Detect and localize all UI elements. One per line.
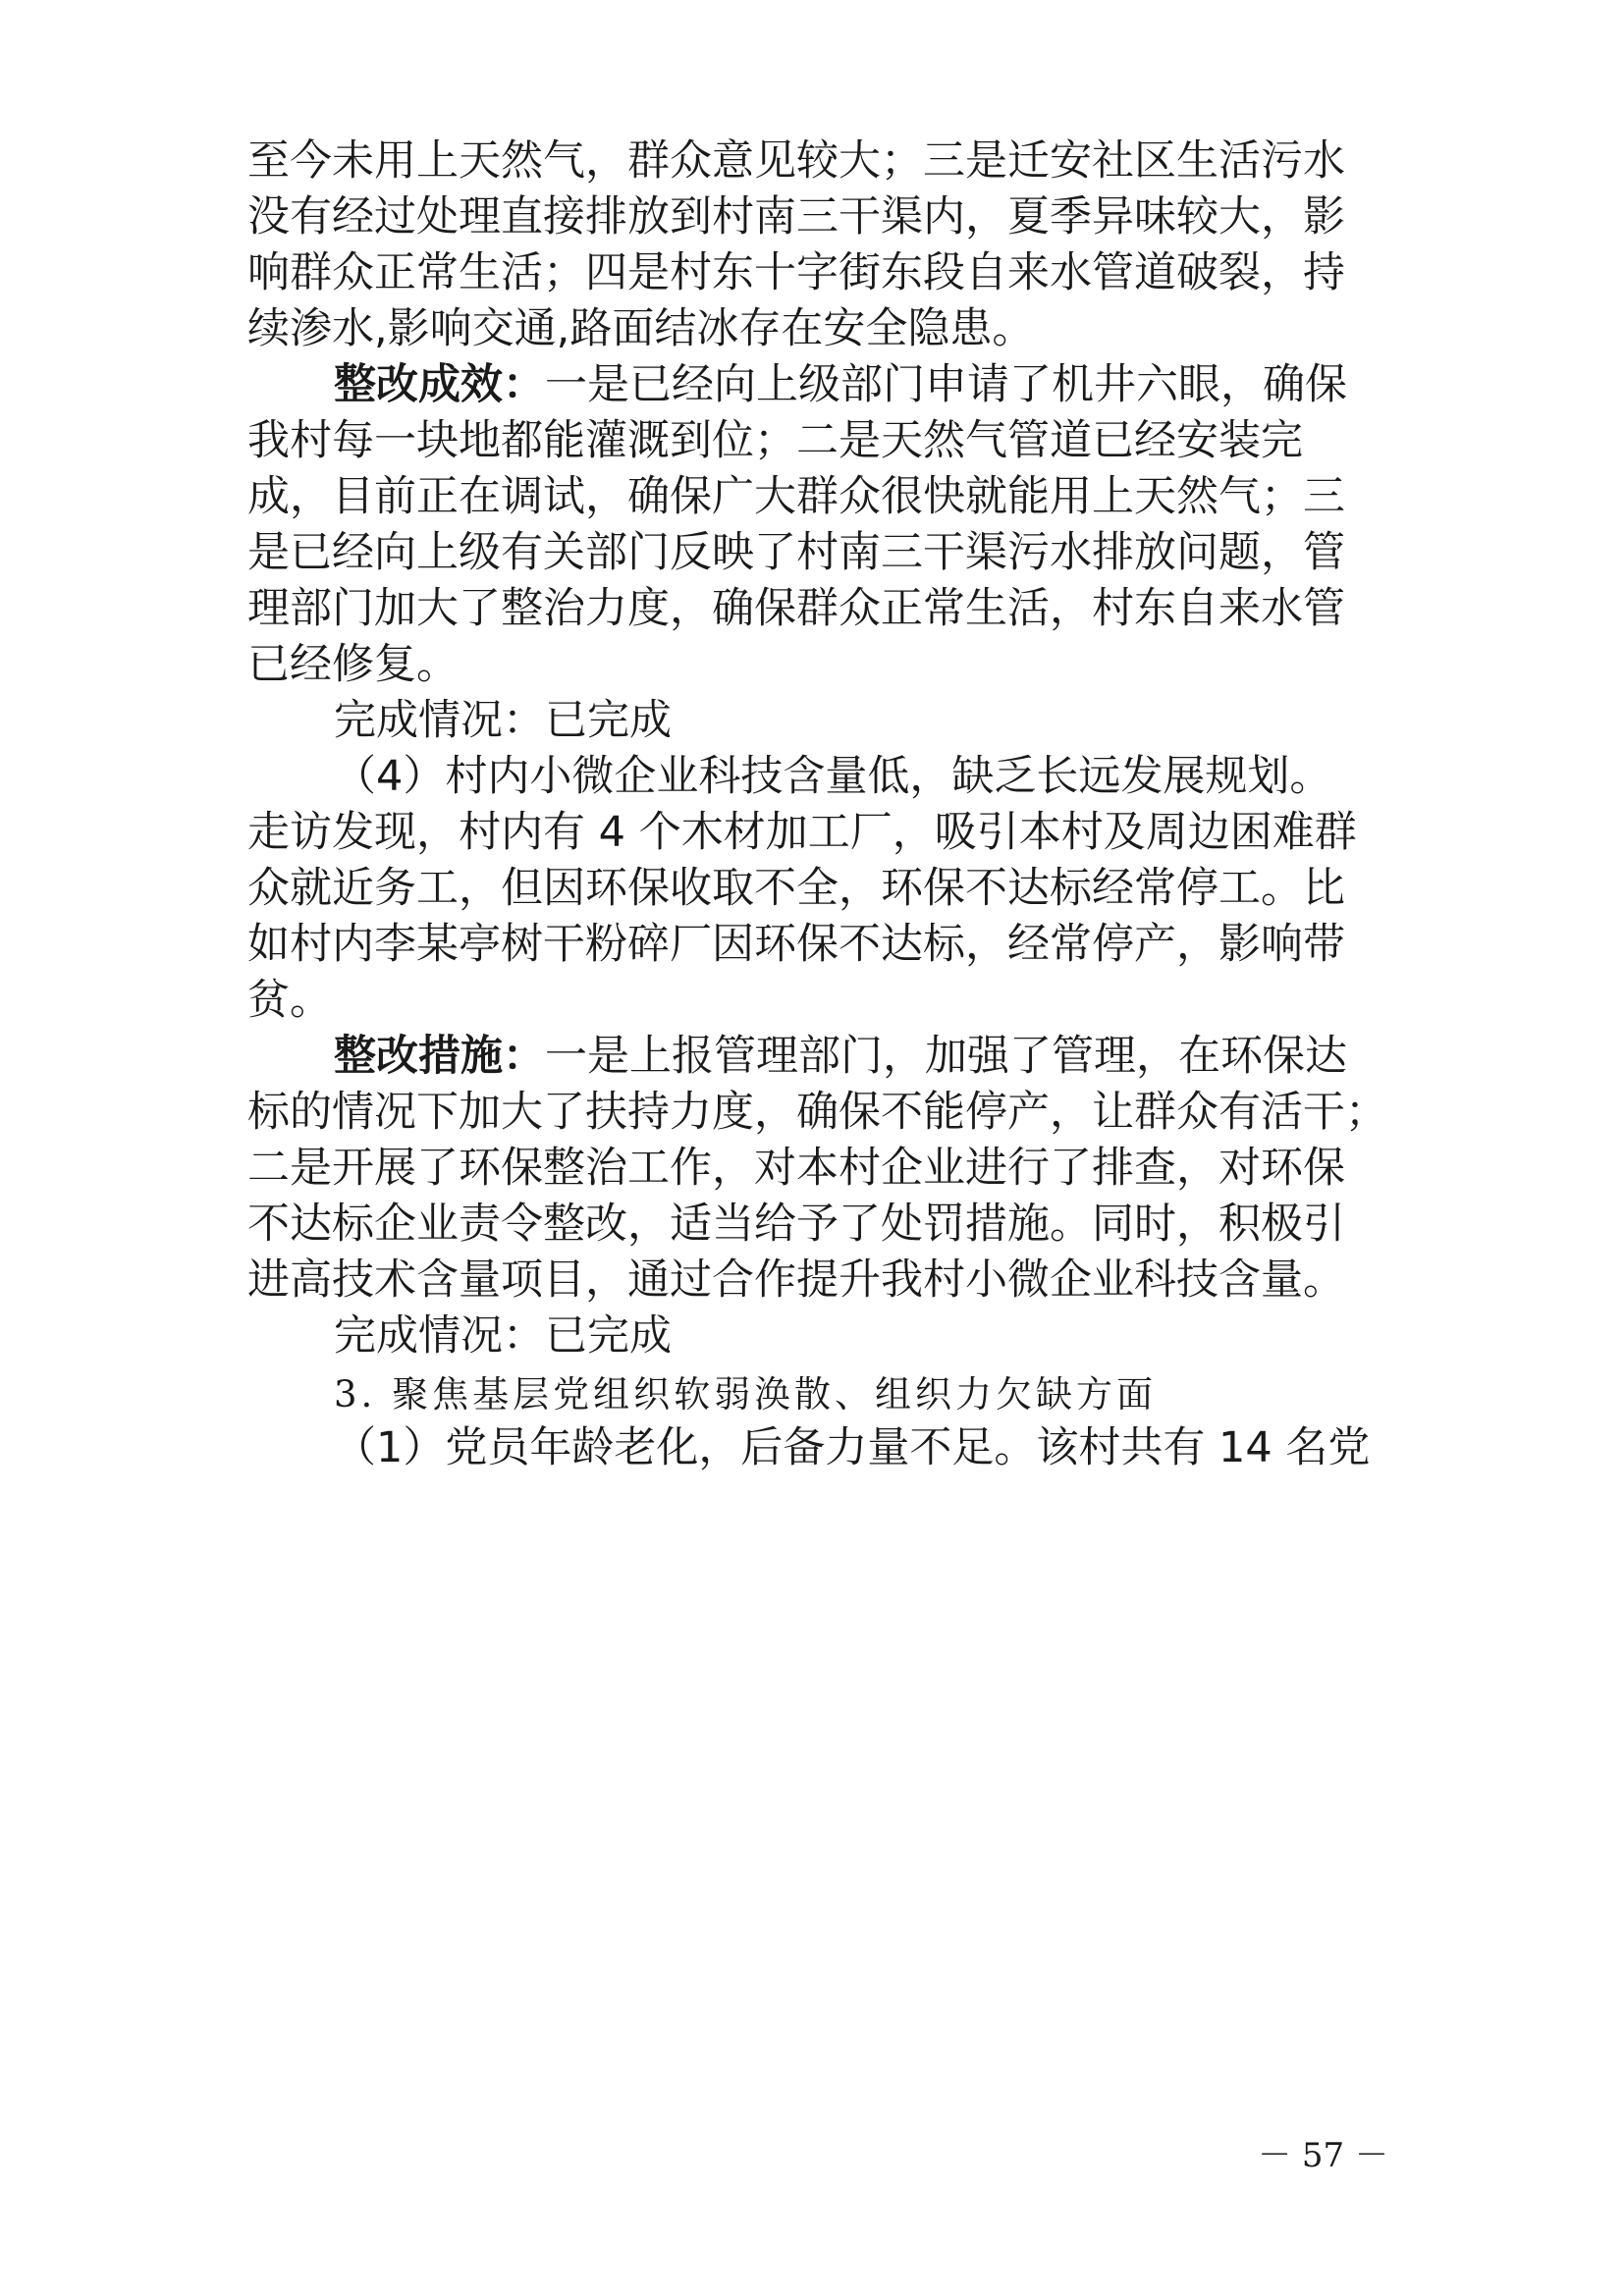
paragraph-line: 续渗水,影响交通,路面结冰存在安全隐患。 [247,304,1035,353]
completion-status: 完成情况：已完成 [334,1311,672,1361]
page-number: － 57 － [1258,2136,1388,2175]
paragraph-line: 成，目前正在调试，确保广大群众很快就能用上天然气；三 [247,472,1345,521]
effect-text: 一是已经向上级部门申请了机井六眼，确保 [545,360,1347,409]
paragraph-line: 贫。 [247,976,332,1025]
paragraph-line: 已经修复。 [247,640,459,689]
paragraph-line: 没有经过处理直接排放到村南三干渠内，夏季异味较大，影 [247,192,1345,241]
paragraph-line: 不达标企业责令整改，适当给予了处罚措施。同时，积极引 [247,1200,1345,1249]
paragraph-line: 标的情况下加大了扶持力度，确保不能停产，让群众有活干； [247,1088,1387,1137]
section-3-heading: 3. 聚焦基层党组织软弱涣散、组织力欠缺方面 [334,1373,1158,1415]
paragraph-line: 理部门加大了整治力度，确保群众正常生活，村东自来水管 [247,584,1345,633]
paragraph-line: 走访发现，村内有 4 个木材加工厂，吸引本村及周边困难群 [247,808,1357,857]
effect-label: 整改成效： [334,360,545,409]
paragraph-line: 响群众正常生活；四是村东十字街东段自来水管道破裂，持 [247,248,1345,297]
paragraph-line: 至今未用上天然气，群众意见较大；三是迁安社区生活污水 [247,136,1345,186]
paragraph-line: 如村内李某亭树干粉碎厂因环保不达标，经常停产，影响带 [247,920,1345,969]
completion-status: 完成情况：已完成 [334,696,672,745]
paragraph-line: 进高技术含量项目，通过合作提升我村小微企业科技含量。 [247,1255,1345,1305]
item-1-heading: （1）党员年龄老化，后备力量不足。该村共有 14 名党 [334,1423,1371,1472]
paragraph-line: 二是开展了环保整治工作，对本村企业进行了排查，对环保 [247,1144,1345,1193]
measure-text: 一是上报管理部门，加强了管理，在环保达 [545,1032,1347,1081]
paragraph-line: 我村每一块地都能灌溉到位；二是天然气管道已经安装完 [247,416,1303,465]
paragraph-line: 是已经向上级有关部门反映了村南三干渠污水排放问题，管 [247,528,1345,577]
measure-label: 整改措施： [334,1032,545,1081]
item-4-heading: （4）村内小微企业科技含量低，缺乏长远发展规划。 [334,752,1332,801]
paragraph-line: 众就近务工，但因环保收取不全，环保不达标经常停工。比 [247,864,1345,913]
